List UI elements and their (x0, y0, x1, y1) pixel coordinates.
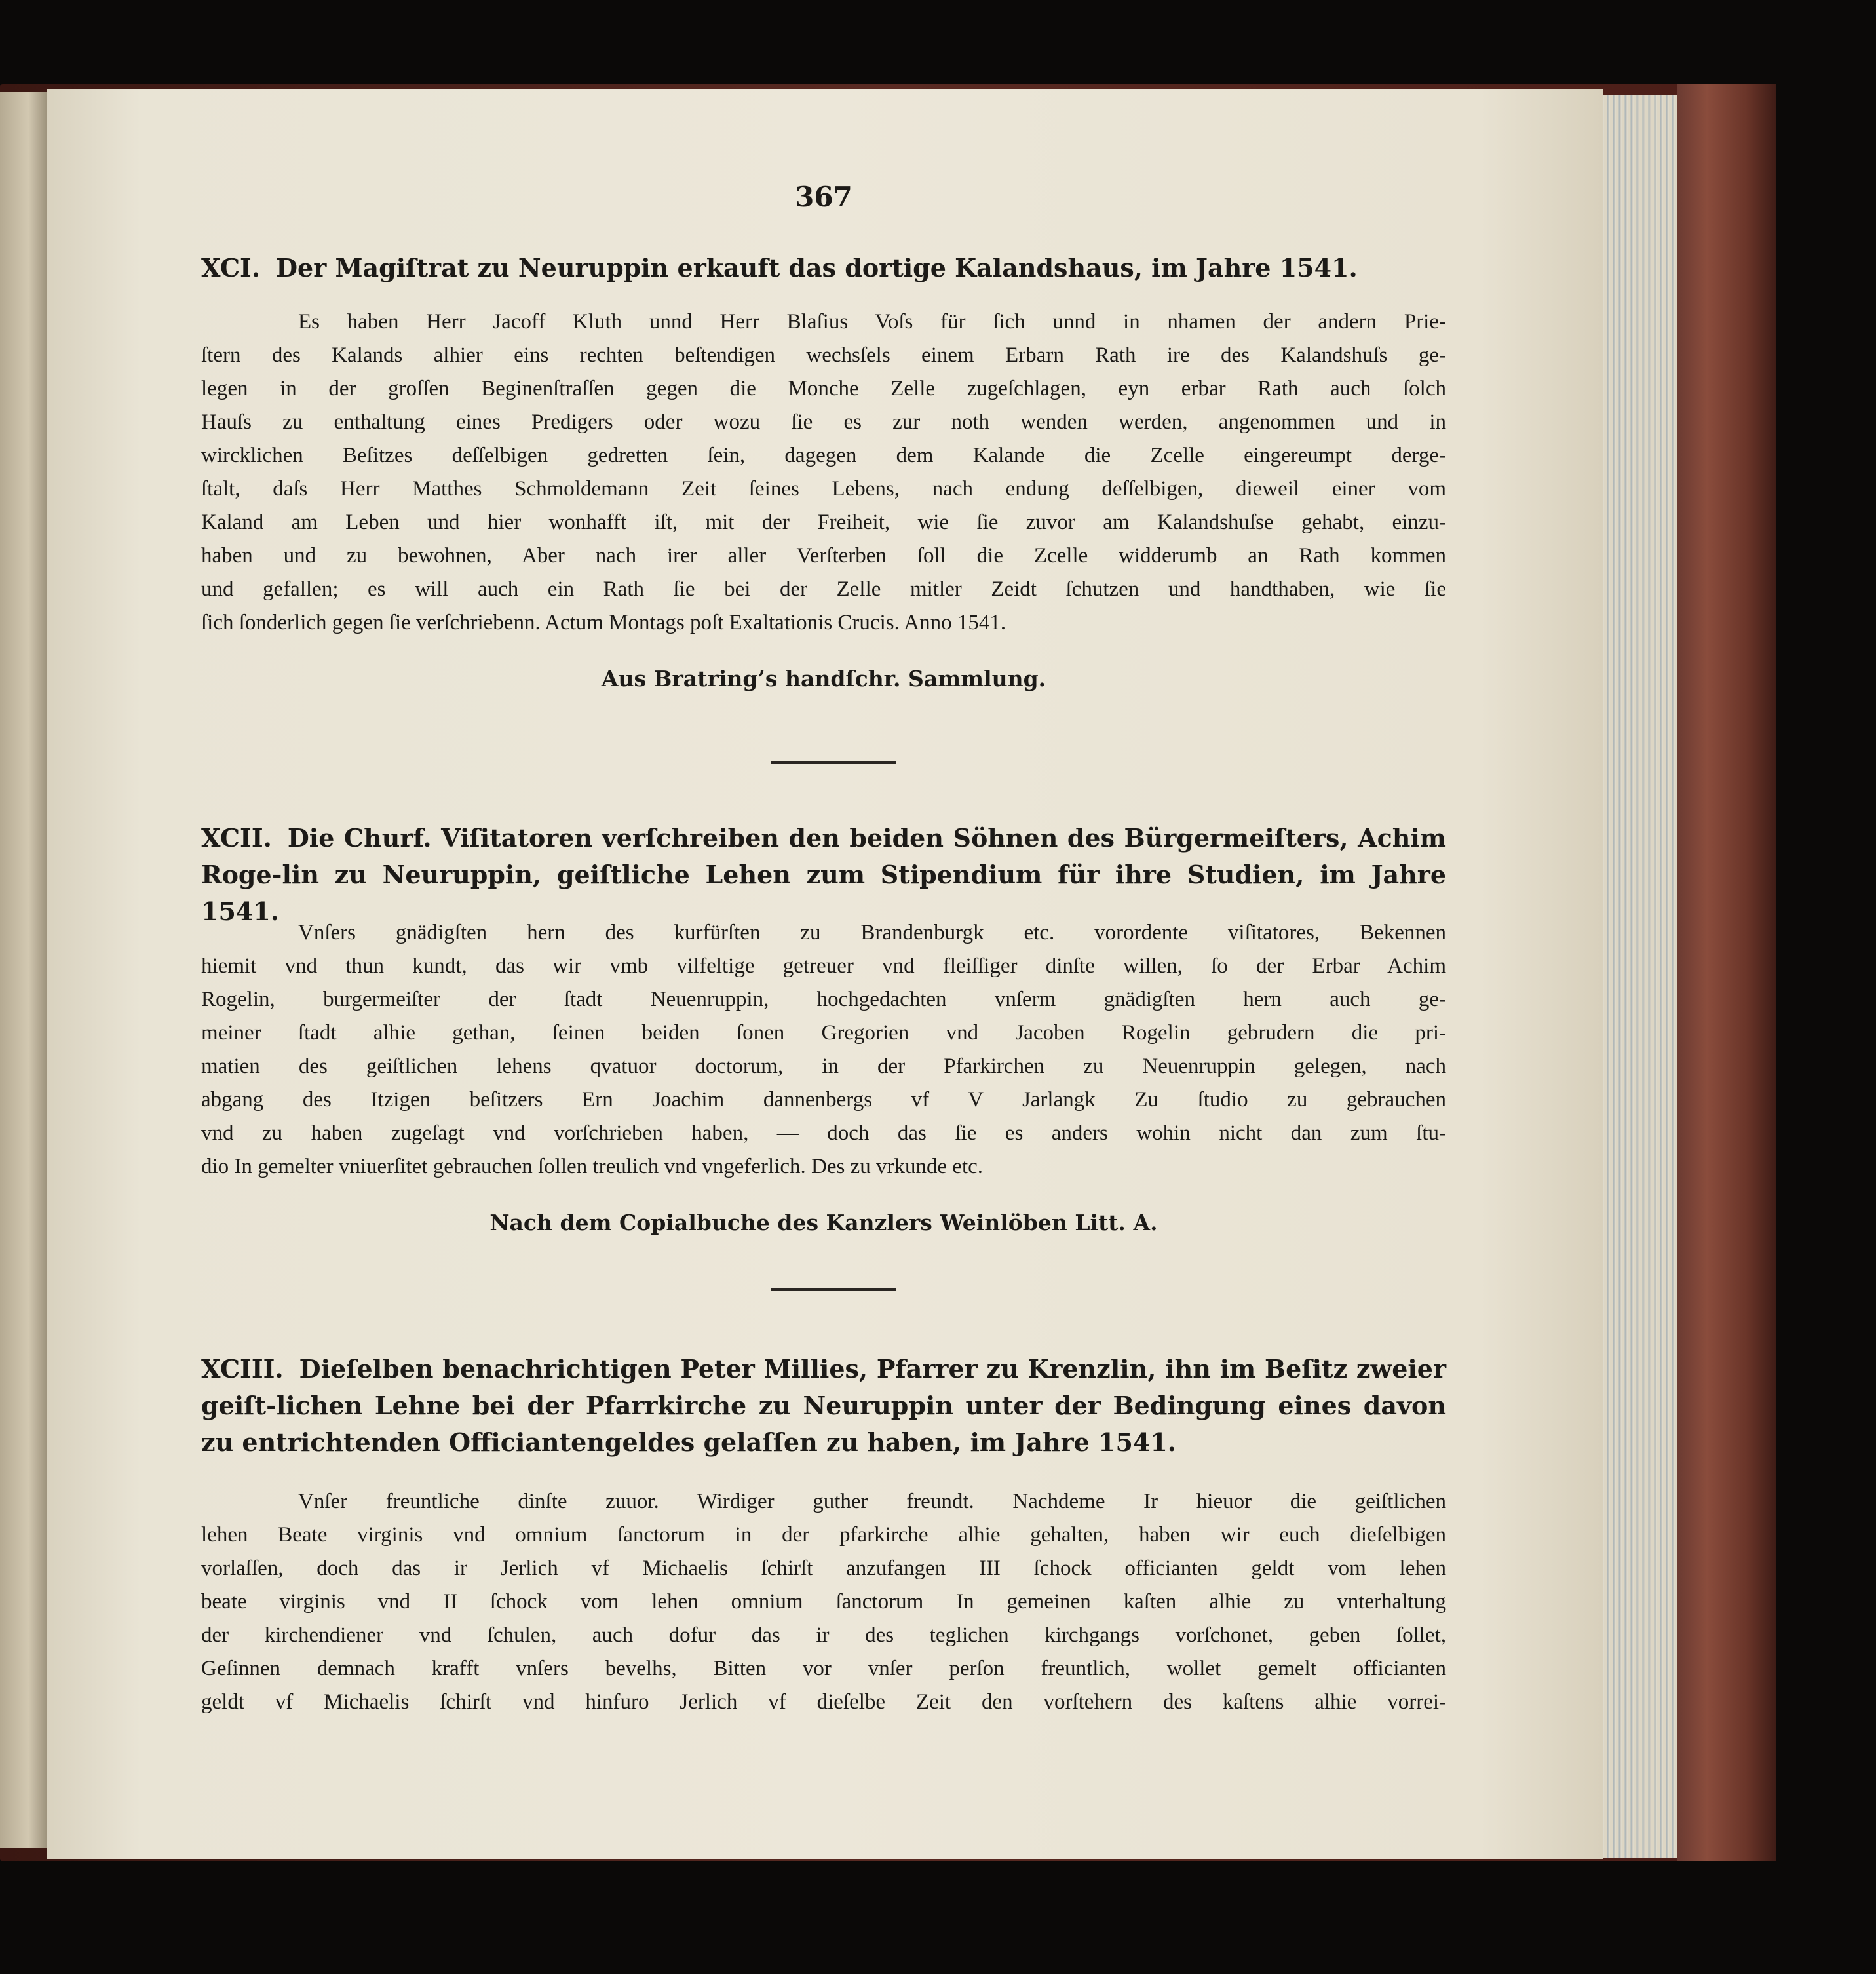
page-content (201, 89, 1446, 1859)
section-number: XCI. (201, 253, 261, 282)
text-line: und gefallen; es will auch ein Rath ſie bei der Zelle mitler Zeidt ſchutzen und handthaben, wie ſie (201, 577, 1446, 601)
text-line: ſtern des Kalands alhier eins rechten beſtendigen wechsſels einem Erbarn Rath ire des Kalandshuſs ge- (201, 343, 1446, 367)
section-heading (201, 250, 1446, 286)
text-line: hiemit vnd thun kundt, das wir vmb vilfeltige getreuer vnd fleiſſiger dinſte willen, ſo der Erbar Achim (201, 954, 1446, 978)
text-line: Geſinnen demnach krafft vnſers bevelhs, Bitten vor vnſer perſon freuntlich, wollet gemelt officianten (201, 1657, 1446, 1680)
text-line: Vnſer freuntliche dinſte zuuor. Wirdiger guther freundt. Nachdeme Ir hieuor die geiſtlichen (298, 1490, 1446, 1513)
text-line: lehen Beate virginis vnd omnium ſanctorum in der pfarkirche alhie gehalten, haben wir euch dieſelbigen (201, 1523, 1446, 1547)
text-line: Hauſs zu enthaltung eines Predigers oder wozu ſie es zur noth wenden werden, angenommen und in (201, 410, 1446, 434)
section-title: Dieſelben benachrichtigen Peter Millies, Pfarrer zu Krenzlin, ihn im Beſitz zweier geiſt-lichen Lehne bei der Pfarrkirche zu Neuruppin unter der Bedingung eines davon zu entrichtenden Officiantengeldes gelaſſen zu haben, im Jahre 1541. (201, 1354, 1446, 1457)
section-title: Die Churf. Viſitatoren verſchreiben den beiden Söhnen des Bürgermeiſters, Achim Roge-lin zu Neuruppin, geiſtliche Lehen zum Stipendium für ihre Studien, im Jahre 1541. (201, 823, 1446, 926)
text-line: beate virginis vnd II ſchock vom lehen omnium ſanctorum In gemeinen kaſten alhie zu vnterhaltung (201, 1590, 1446, 1614)
left-page-edge (0, 92, 47, 1848)
page-number: 367 (795, 181, 852, 213)
text-line: ſtalt, daſs Herr Matthes Schmoldemann Zeit ſeines Lebens, nach endung deſſelbigen, dieweil einer vom (201, 477, 1446, 501)
text-line: abgang des Itzigen beſitzers Ern Joachim dannenbergs vf V Jarlangk Zu ſtudio zu gebrauchen (201, 1088, 1446, 1112)
text-line: geldt vf Michaelis ſchirſt vnd hinfuro Jerlich vf dieſelbe Zeit den vorſtehern des kaſtens alhie vorrei- (201, 1690, 1446, 1714)
section-divider (771, 761, 896, 764)
section-body (201, 305, 1446, 640)
section-body (201, 1485, 1446, 1719)
text-line: Es haben Herr Jacoff Kluth unnd Herr Blaſius Voſs für ſich unnd in nhamen der andern Prie- (298, 310, 1446, 334)
section-number: XCII. (201, 823, 272, 853)
text-line: meiner ſtadt alhie gethan, ſeinen beiden ſonen Gregorien vnd Jacoben Rogelin gebrudern die pri- (201, 1021, 1446, 1045)
text-line: der kirchendiener vnd ſchulen, auch dofur das ir des teglichen kirchgangs vorſchonet, geben ſollet, (201, 1623, 1446, 1647)
page-block-edges (1592, 95, 1677, 1858)
text-line: legen in der groſſen Beginenſtraſſen gegen die Monche Zelle zugeſchlagen, eyn erbar Rath auch ſolch (201, 377, 1446, 400)
text-line: wircklichen Beſitzes deſſelbigen gedretten ſein, dagegen dem Kalande die Zcelle eingereumpt derge- (201, 444, 1446, 467)
text-line: matien des geiſtlichen lehens qvatuor doctorum, in der Pfarkirchen zu Neuenruppin gelegen, nach (201, 1055, 1446, 1078)
source-citation: Aus Bratring’s handſchr. Sammlung. (601, 666, 1046, 691)
section-body (201, 916, 1446, 1184)
source-citation: Nach dem Copialbuche des Kanzlers Weinlöben Litt. A. (489, 1210, 1158, 1235)
book-page (47, 89, 1603, 1859)
section-heading (201, 1351, 1446, 1461)
section-heading (201, 820, 1446, 930)
text-line: dio In gemelter vniuerſitet gebrauchen ſollen treulich vnd vngeferlich. Des zu vrkunde etc. (201, 1155, 984, 1178)
text-line: ſich ſonderlich gegen ſie verſchriebenn. Actum Montags poſt Exaltationis Crucis. Anno 1541. (201, 611, 1006, 634)
book-cover-edge (1677, 84, 1776, 1861)
text-line: vnd zu haben zugeſagt vnd vorſchrieben haben, — doch das ſie es anders wohin nicht dan zum ſtu- (201, 1121, 1446, 1145)
text-line: Rogelin, burgermeiſter der ſtadt Neuenruppin, hochgedachten vnſerm gnädigſten hern auch ge- (201, 988, 1446, 1011)
section-title: Der Magiſtrat zu Neuruppin erkauft das dortige Kalandshaus, im Jahre 1541. (276, 253, 1358, 282)
text-line: Vnſers gnädigſten hern des kurfürſten zu Brandenburgk etc. vorordente viſitatores, Bekennen (298, 921, 1446, 944)
text-line: vorlaſſen, doch das ir Jerlich vf Michaelis ſchirſt anzufangen III ſchock officianten geldt vom lehen (201, 1557, 1446, 1580)
text-line: Kaland am Leben und hier wonhafft iſt, mit der Freiheit, wie ſie zuvor am Kalandshuſse gehabt, einzu- (201, 511, 1446, 534)
section-divider (771, 1288, 896, 1291)
text-line: haben und zu bewohnen, Aber nach irer aller Verſterben ſoll die Zcelle widderumb an Rath kommen (201, 544, 1446, 568)
section-number: XCIII. (201, 1354, 284, 1384)
